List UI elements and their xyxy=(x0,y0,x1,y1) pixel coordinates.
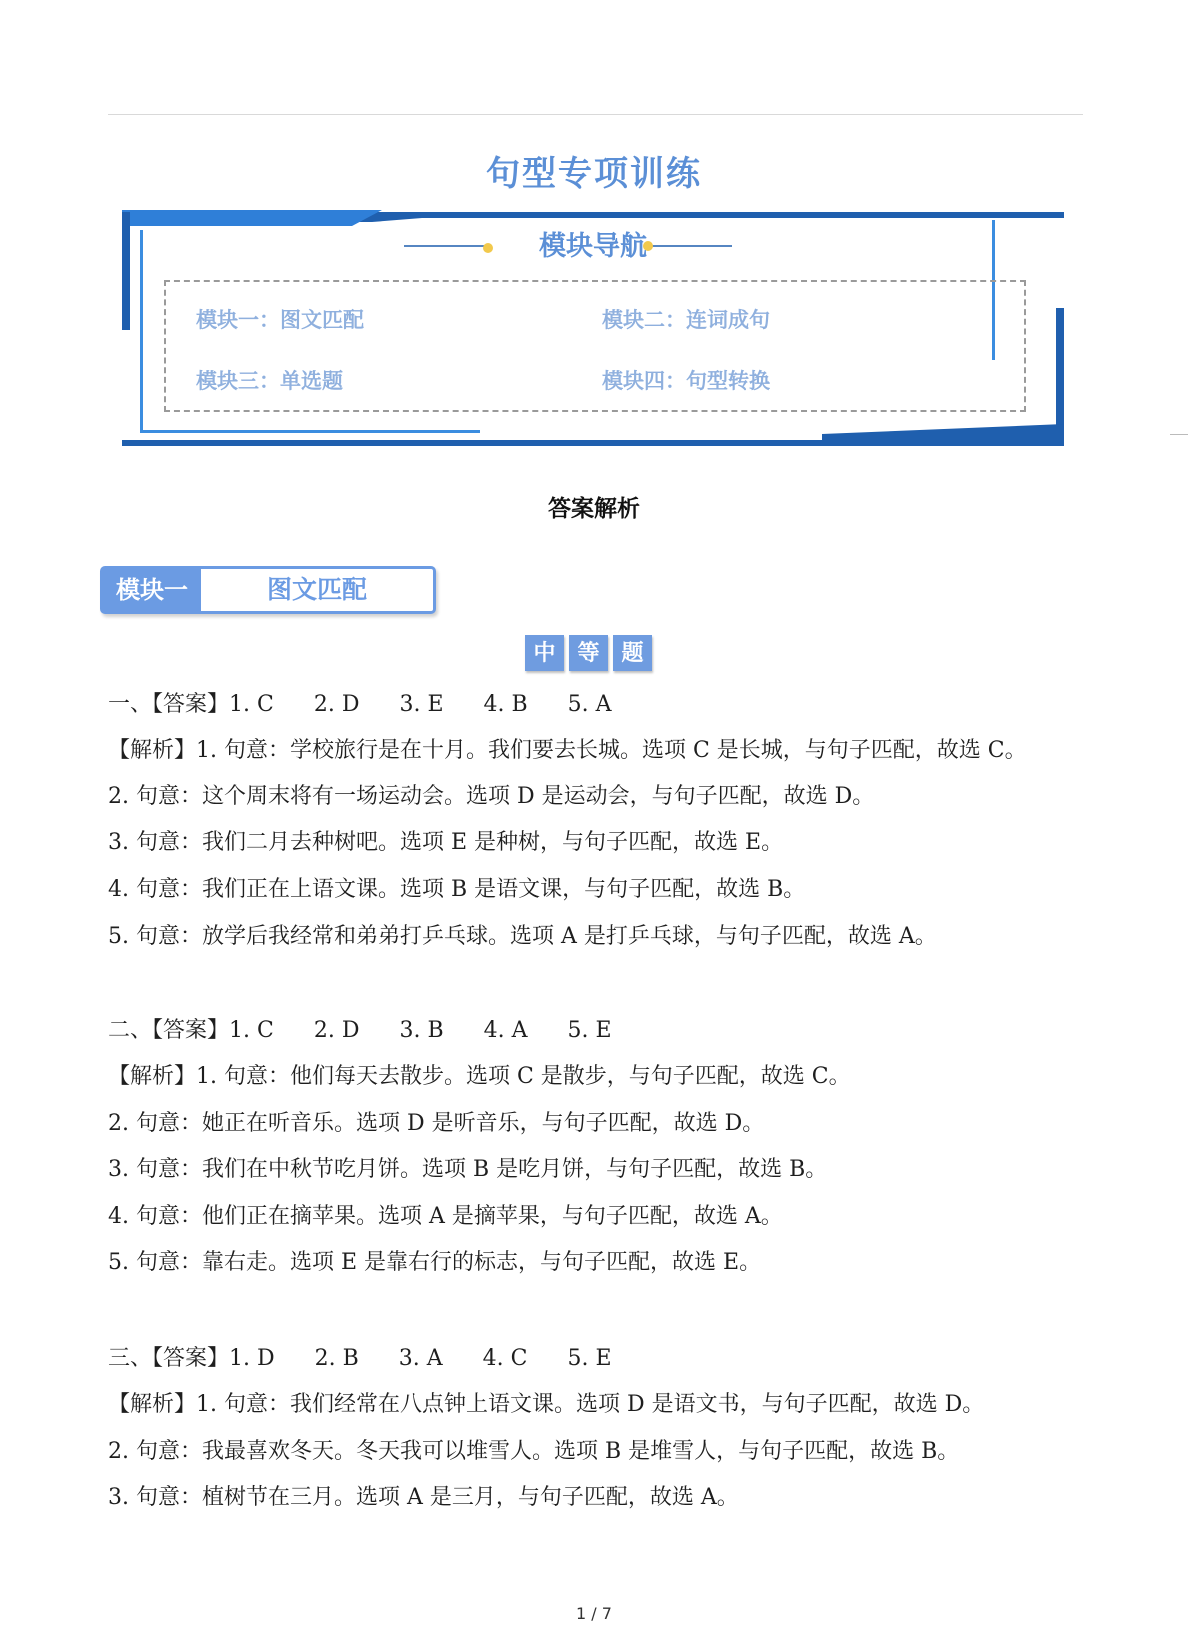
difficulty-badge xyxy=(525,635,652,671)
explanation-line: 【解析】1. 句意：我们经常在八点钟上语文课。选项 D 是语文书，与句子匹配，故选 D。 xyxy=(108,1392,985,1417)
answer-line: 二、【答案】1. C 2. D 3. B 4. A 5. E xyxy=(108,1018,612,1043)
explanation-line: 【解析】1. 句意：学校旅行是在十月。我们要去长城。选项 C 是长城，与句子匹配，故选 C。 xyxy=(108,738,1027,763)
navigation-heading: 模块导航 xyxy=(539,231,647,262)
document-title: 句型专项训练 xyxy=(486,154,702,194)
explanation-line: 5. 句意：靠右走。选项 E 是靠右行的标志，与句子匹配，故选 E。 xyxy=(108,1250,762,1275)
answer-analysis-heading: 答案解析 xyxy=(548,495,640,522)
margin-mark xyxy=(1170,434,1188,435)
nav-item-module-2[interactable]: 模块二：连词成句 xyxy=(602,307,770,332)
explanation-line: 【解析】1. 句意：他们每天去散步。选项 C 是散步，与句子匹配，故选 C。 xyxy=(108,1064,851,1089)
answer-line: 三、【答案】1. D 2. B 3. A 4. C 5. E xyxy=(108,1346,612,1371)
nav-item-module-4[interactable]: 模块四：句型转换 xyxy=(602,368,770,393)
module-navigation-panel xyxy=(122,208,1064,450)
explanation-line: 4. 句意：他们正在摘苹果。选项 A 是摘苹果，与句子匹配，故选 A。 xyxy=(108,1204,783,1229)
difficulty-char: 题 xyxy=(613,635,652,671)
difficulty-char: 等 xyxy=(569,635,608,671)
explanation-line: 3. 句意：我们在中秋节吃月饼。选项 B 是吃月饼，与句子匹配，故选 B。 xyxy=(108,1157,828,1182)
explanation-line: 4. 句意：我们正在上语文课。选项 B 是语文课，与句子匹配，故选 B。 xyxy=(108,877,806,902)
explanation-line: 2. 句意：她正在听音乐。选项 D 是听音乐，与句子匹配，故选 D。 xyxy=(108,1111,765,1136)
page-number: 1 / 7 xyxy=(576,1604,612,1623)
nav-item-module-1[interactable]: 模块一：图文匹配 xyxy=(196,307,364,332)
explanation-line: 3. 句意：我们二月去种树吧。选项 E 是种树，与句子匹配，故选 E。 xyxy=(108,830,784,855)
explanation-line: 2. 句意：这个周末将有一场运动会。选项 D 是运动会，与句子匹配，故选 D。 xyxy=(108,784,875,809)
explanation-line: 2. 句意：我最喜欢冬天。冬天我可以堆雪人。选项 B 是堆雪人，与句子匹配，故选 B。 xyxy=(108,1439,960,1464)
difficulty-char: 中 xyxy=(525,635,564,671)
module-name: 图文匹配 xyxy=(266,575,367,604)
nav-item-module-3[interactable]: 模块三：单选题 xyxy=(196,368,343,393)
header-rule xyxy=(108,114,1083,115)
explanation-line: 3. 句意：植树节在三月。选项 A 是三月，与句子匹配，故选 A。 xyxy=(108,1485,739,1510)
explanation-line: 5. 句意：放学后我经常和弟弟打乒乓球。选项 A 是打乒乓球，与句子匹配，故选 A。 xyxy=(108,924,937,949)
answer-line: 一、【答案】1. C 2. D 3. E 4. B 5. A xyxy=(108,692,612,717)
module-number: 模块一 xyxy=(103,569,201,611)
navigation-list xyxy=(164,280,1026,412)
module-tag xyxy=(100,566,436,614)
